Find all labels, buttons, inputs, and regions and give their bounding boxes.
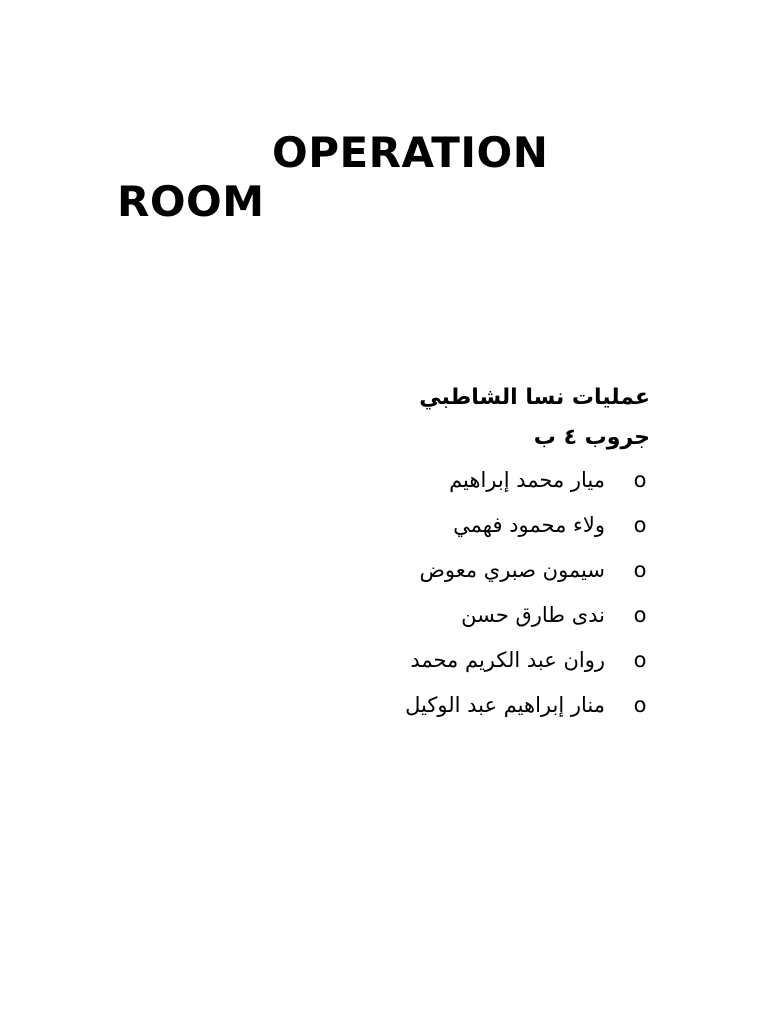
member-name: ولاء محمود فهمي (453, 513, 605, 537)
group-label: جروب ٤ ب (533, 425, 650, 450)
bullet-icon: o (633, 513, 647, 537)
list-item (230, 548, 650, 593)
list-item (230, 503, 650, 548)
bullet-icon: o (633, 468, 647, 492)
bullet-icon: o (633, 648, 647, 672)
bullet-icon: o (633, 558, 647, 582)
list-item (230, 458, 650, 503)
member-name: روان عبد الكريم محمد (410, 648, 605, 672)
team-section (230, 378, 650, 728)
members-list (230, 458, 650, 728)
list-item (230, 593, 650, 638)
member-name: سيمون صبري معوض (419, 558, 605, 582)
list-item (230, 683, 650, 728)
bullet-icon: o (633, 693, 647, 717)
section-subtitle: عمليات نسا الشاطبي (419, 385, 650, 410)
page-title: OPERATION ROOM (117, 128, 549, 226)
bullet-icon: o (633, 603, 647, 627)
member-name: ندى طارق حسن (461, 603, 605, 627)
list-item (230, 638, 650, 683)
member-name: ميار محمد إبراهيم (449, 468, 605, 492)
member-name: منار إبراهيم عبد الوكيل (405, 693, 605, 717)
